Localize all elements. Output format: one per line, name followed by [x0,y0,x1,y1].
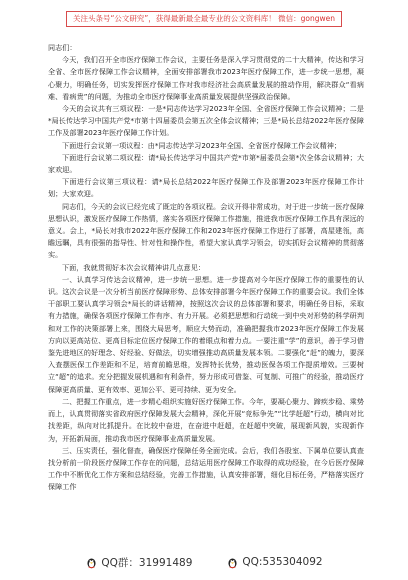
qq-id-text: QQ:535304092 [242,556,323,568]
paragraph: 一、认真学习传达会议精神，进一步统一思想。进一步提高对今年医疗保障工作的重要性的认识。这次会议是一次分析当前医疗保障形势、总体安排部署今年医疗保障工作的重要会议。我们全体干部职工要认真学习领会*局长的讲话精神，按照这次会议的总体部署和要求，明确任务目标，采取有力措施，确保各项医疗保障工作有序、有力开展。必须把思想和行动统一到中央对形势的科学研判和对工作的决策部署上来，围绕大局思考，顺应大势而动，准确把握我市2023年医疗保障工作发展方向以更高站位、更高目标定位医疗保障工作的着眼点和着力点。一要注重“学”的意识，善于学习借鉴先进地区的好理念、好经验、好做法，切实增强推动高质量发展本领。二要强化“赶”的魄力，要深入查摆医保工作差距和不足，培育前瞻思维，发挥特长优势，推动医保各项工作提质增效。三要树立“超”的追求。充分把握发展机遇和有利条件，努力形成可借鉴、可复制、可推广的经验，推动医疗保障更高质量、更有效率、更加公平、更可持续、更为安全。 [48,274,364,394]
paragraph: 下面进行会议第二项议程：请*局长传达学习中国共产党*市第*届委员会第*次全体会议精神；大家欢迎。 [48,152,364,175]
qq-penguin-icon [226,556,239,569]
qq-penguin-icon [85,556,98,569]
paragraph: 三、压实责任，强化督查，确保医疗保障任务全面完成。会后，我们各股室、下属单位要认真查找分析前一阶段医疗保障工作存在的问题，总结运用医疗保障工作取得的成功经验，在今后医疗保障工作中不断优化工作方案和总结经验，完善工作措施，认真安排部署，细化目标任务，严格落实医疗保障工作 [48,445,364,492]
banner-text: 关注头条号“公文研究”，获得最新最全最专业的公文资料库！ 微信：gongwen [66,11,342,27]
header-banner [0,8,408,30]
qq-group-text: QQ群：31991489 [101,556,193,569]
paragraph: 下面进行会议第一项议程：由*同志传达学习2023年全国、全省医疗保障工作会议精神； [62,140,342,150]
paragraph: 同志们，今天的会议已经完成了既定的各项议程。会议开得非常成功，对于进一步统一医疗保障思想认识，激发医疗保障工作热情，落实各项医疗保障工作措施，推进我市医疗保障工作具有深远的意义。会上，*局长对我市2022年医疗保障工作和2023年医疗保障工作进行了部署，高屋建瓴，高瞻远瞩，具有很强的指导性、针对性和操作性，希望大家认真学习领会，切实抓好会议精神的贯彻落实。 [48,201,364,260]
paragraph: 今天的会议共有三项议程：一是*同志传达学习2023年全国、全省医疗保障工作会议精神；二是*局长传达学习中国共产党*市第十四届委员会第五次全体会议精神；三是*局长总结2022年医疗保障工作及部署2023年医疗保障工作计划。 [48,104,364,138]
qq-id-info [226,556,322,569]
paragraph: 下面，我就贯彻好本次会议精神讲几点意见： [62,262,205,272]
salutation: 同志们： [48,43,77,52]
footer [0,552,408,572]
document-body [48,42,364,550]
qq-group-info [85,555,192,570]
paragraph: 今天，我们召开全市医疗保障工作会议，主要任务是深入学习贯彻党的二十大精神，传达和学习全省、全市医疗保障工作会议精神，全面安排部署我市2023年医疗保障工作，进一步统一思想，凝心聚力，明确任务，切实发挥医疗保障工作对我市经济社会高质量发展的推动作用，解决群众“看病难、看病贵”的问题，为推动全市医疗保障事业高质量发展提供坚强政治保障。 [48,55,364,101]
paragraph: 二、把握工作重点，进一步精心组织实施好医疗保障工作。今年，要凝心聚力、蹄疾步稳、乘势而上，认真贯彻落实省政府医疗保障发展大会精神，深化开展“竞标争先”“比学赶超”行动，横向对比找差距，纵向对比抓提升。在比较中奋进，在奋进中赶超，在赶超中突破，展现新风貌，实现新作为，开拓新局面，推动我市医疗保障事业高质量发展。 [48,396,364,443]
paragraph: 下面进行会议第三项议程：请*局长总结2022年医疗保障工作及部署2023年医疗保障工作计划；大家欢迎。 [48,177,364,199]
